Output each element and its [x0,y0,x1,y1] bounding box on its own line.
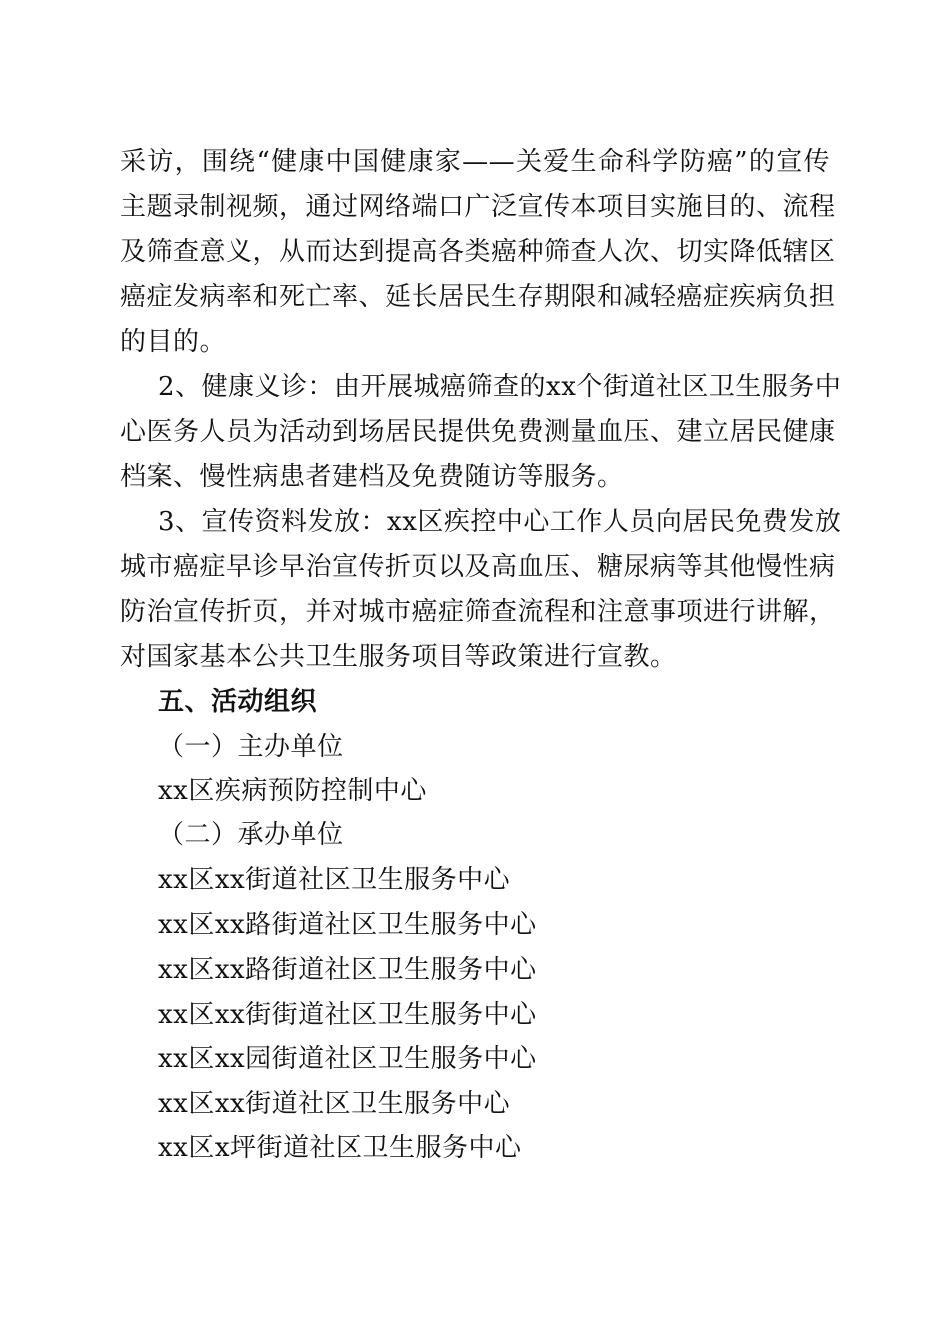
co-organizer-item: xx区xx街街道社区卫生服务中心 [158,1000,537,1030]
co-organizer-item: xx区x坪街道社区卫生服务中心 [158,1133,522,1163]
co-organizers-heading: （二）承办单位 [158,820,344,850]
paragraph-1-line-4: 癌症发病率和死亡率、延长居民生存期限和减轻癌症疾病负担 [120,282,836,312]
paragraph-2-line-2: 心医务人员为活动到场居民提供免费测量血压、建立居民健康 [120,417,836,447]
paragraph-1-line-5: 的目的。 [120,327,227,357]
paragraph-1-line-1: 采访，围绕“健康中国健康家——关爱生命科学防癌”的宣传 [120,147,830,177]
paragraph-3-line-1: 3、宣传资料发放：xx区疾控中心工作人员向居民免费发放 [158,507,842,537]
section-heading: 五、活动组织 [158,687,318,717]
paragraph-1-line-2: 主题录制视频，通过网络端口广泛宣传本项目实施目的、流程 [120,192,836,222]
paragraph-1-line-3: 及筛查意义，从而达到提高各类癌种筛查人次、切实降低辖区 [120,237,836,267]
paragraph-3-line-2: 城市癌症早诊早治宣传折页以及高血压、糖尿病等其他慢性病 [120,552,836,582]
co-organizer-item: xx区xx路街道社区卫生服务中心 [158,955,537,985]
co-organizer-item: xx区xx路街道社区卫生服务中心 [158,910,537,940]
co-organizer-item: xx区xx园街道社区卫生服务中心 [158,1044,537,1074]
paragraph-3-line-4: 对国家基本公共卫生服务项目等政策进行宣教。 [120,642,677,672]
paragraph-3-line-3: 防治宣传折页，并对城市癌症筛查流程和注意事项进行讲解， [120,597,836,627]
co-organizer-item: xx区xx街道社区卫生服务中心 [158,865,511,895]
paragraph-2-line-1: 2、健康义诊：由开展城癌筛查的xx个街道社区卫生服务中 [158,372,842,402]
organizer-name: xx区疾病预防控制中心 [158,776,427,806]
paragraph-2-line-3: 档案、慢性病患者建档及免费随访等服务。 [120,462,624,492]
organizer-heading: （一）主办单位 [158,732,344,762]
co-organizer-item: xx区xx街道社区卫生服务中心 [158,1089,511,1119]
